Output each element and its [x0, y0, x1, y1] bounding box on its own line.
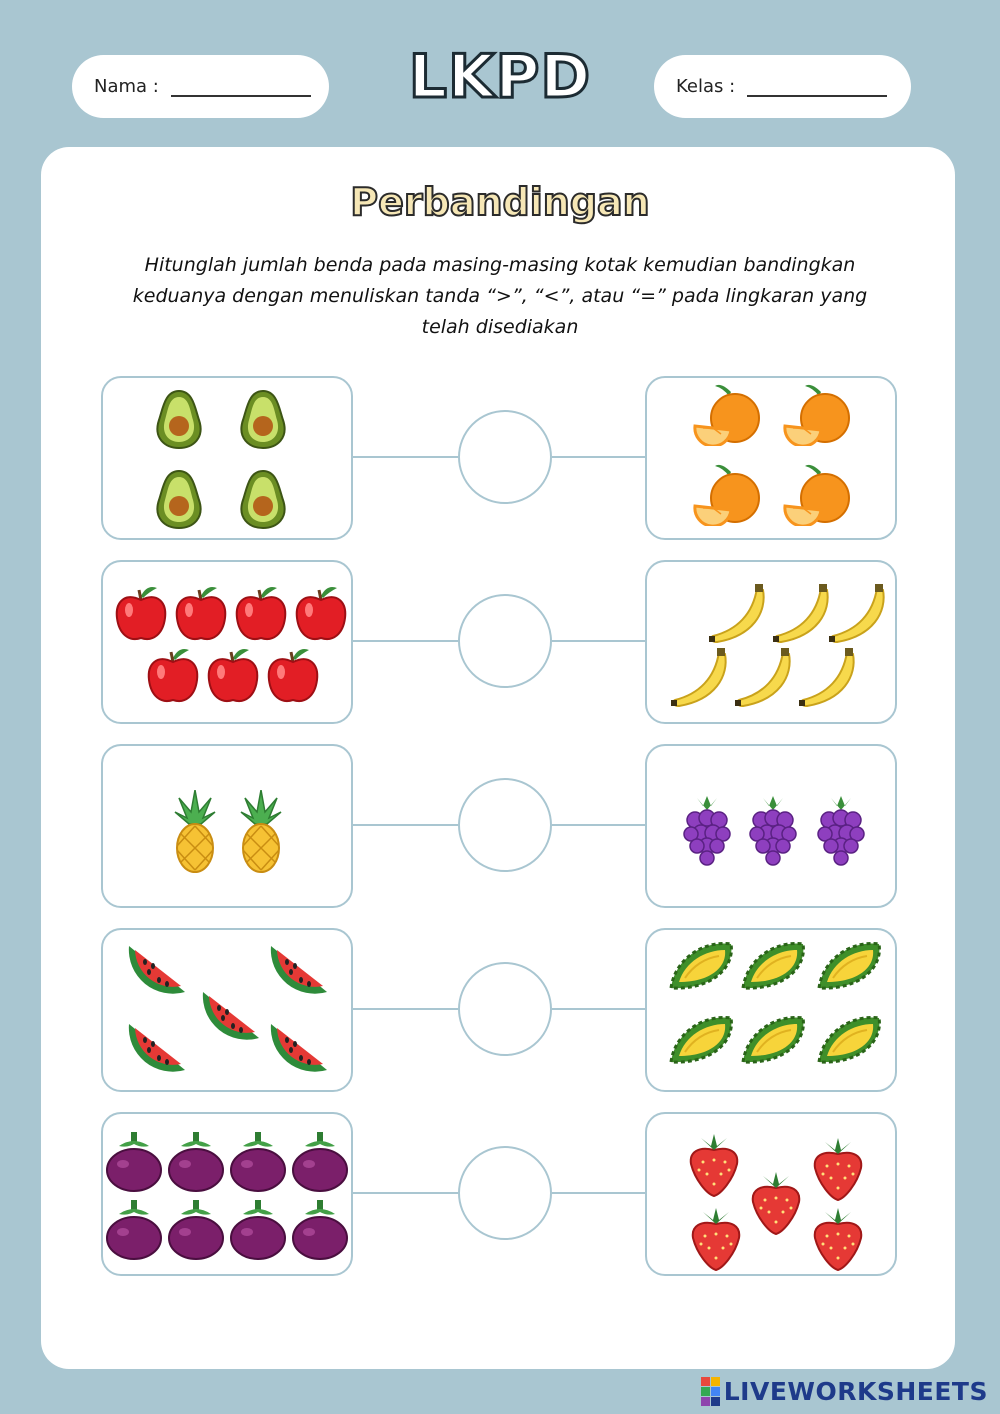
mangosteen-icon [291, 1132, 349, 1196]
kelas-input-line[interactable] [747, 77, 887, 97]
orange-icon [691, 462, 763, 530]
mangosteen-icon [229, 1200, 287, 1264]
watermelon-icon [125, 1016, 191, 1080]
avocado-icon [237, 468, 289, 534]
footer-brand [701, 1377, 988, 1406]
row-2-left-box [101, 560, 353, 724]
nama-label: Nama : [94, 76, 159, 97]
mangosteen-icon [229, 1132, 287, 1196]
orange-icon [781, 382, 853, 450]
lkpd-logo: LKPD [408, 42, 592, 112]
kelas-field[interactable] [654, 55, 911, 118]
connector-line [552, 640, 645, 642]
connector-line [552, 1192, 645, 1194]
row-1-answer-circle[interactable] [458, 410, 552, 504]
mangosteen-icon [105, 1132, 163, 1196]
row-1-left-box [101, 376, 353, 540]
row-4-left-box [101, 928, 353, 1092]
connector-line [353, 456, 458, 458]
connector-line [353, 1008, 458, 1010]
row-4-answer-circle[interactable] [458, 962, 552, 1056]
row-3-right-box [645, 744, 897, 908]
watermelon-icon [199, 984, 265, 1048]
pineapple-icon [173, 790, 217, 878]
row-1-right-box [645, 376, 897, 540]
avocado-icon [237, 388, 289, 454]
row-5-answer-circle[interactable] [458, 1146, 552, 1240]
connector-line [353, 824, 458, 826]
mangosteen-icon [105, 1200, 163, 1264]
strawberry-icon [749, 1170, 803, 1240]
durian-icon [813, 938, 885, 998]
durian-icon [737, 938, 809, 998]
grape-icon [749, 796, 797, 872]
brand-text: LIVEWORKSHEETS [723, 1377, 988, 1406]
strawberry-icon [811, 1136, 865, 1206]
banana-icon [827, 584, 889, 650]
worksheet-title: Perbandingan [350, 180, 650, 224]
avocado-icon [153, 468, 205, 534]
watermelon-icon [125, 938, 191, 1002]
watermelon-icon [267, 1016, 333, 1080]
apple-icon [173, 584, 229, 648]
connector-line [552, 824, 645, 826]
avocado-icon [153, 388, 205, 454]
row-2-right-box [645, 560, 897, 724]
row-5-left-box [101, 1112, 353, 1276]
watermelon-icon [267, 938, 333, 1002]
apple-icon [265, 646, 321, 710]
strawberry-icon [687, 1132, 741, 1202]
mangosteen-icon [167, 1132, 225, 1196]
connector-line [552, 456, 645, 458]
banana-icon [669, 648, 731, 714]
durian-icon [737, 1012, 809, 1072]
row-3-left-box [101, 744, 353, 908]
connector-line [552, 1008, 645, 1010]
durian-icon [813, 1012, 885, 1072]
mangosteen-icon [167, 1200, 225, 1264]
worksheet-instructions: Hitunglah jumlah benda pada masing-masing kotak kemudian bandingkan keduanya dengan menuliskan tanda “>”, “<”, atau “=” pada lingkaran yang telah disediakan [132, 254, 868, 338]
connector-line [353, 640, 458, 642]
apple-icon [293, 584, 349, 648]
orange-icon [691, 382, 763, 450]
banana-icon [771, 584, 833, 650]
grape-icon [817, 796, 865, 872]
pineapple-icon [239, 790, 283, 878]
strawberry-icon [811, 1206, 865, 1276]
liveworksheets-logo-icon [701, 1377, 720, 1406]
apple-icon [145, 646, 201, 710]
durian-icon [665, 938, 737, 998]
banana-icon [797, 648, 859, 714]
kelas-label: Kelas : [676, 76, 736, 97]
orange-icon [781, 462, 853, 530]
banana-icon [733, 648, 795, 714]
mangosteen-icon [291, 1200, 349, 1264]
grape-icon [683, 796, 731, 872]
apple-icon [205, 646, 261, 710]
strawberry-icon [689, 1206, 743, 1276]
banana-icon [707, 584, 769, 650]
apple-icon [233, 584, 289, 648]
connector-line [353, 1192, 458, 1194]
durian-icon [665, 1012, 737, 1072]
row-2-answer-circle[interactable] [458, 594, 552, 688]
apple-icon [113, 584, 169, 648]
row-3-answer-circle[interactable] [458, 778, 552, 872]
row-4-right-box [645, 928, 897, 1092]
row-5-right-box [645, 1112, 897, 1276]
